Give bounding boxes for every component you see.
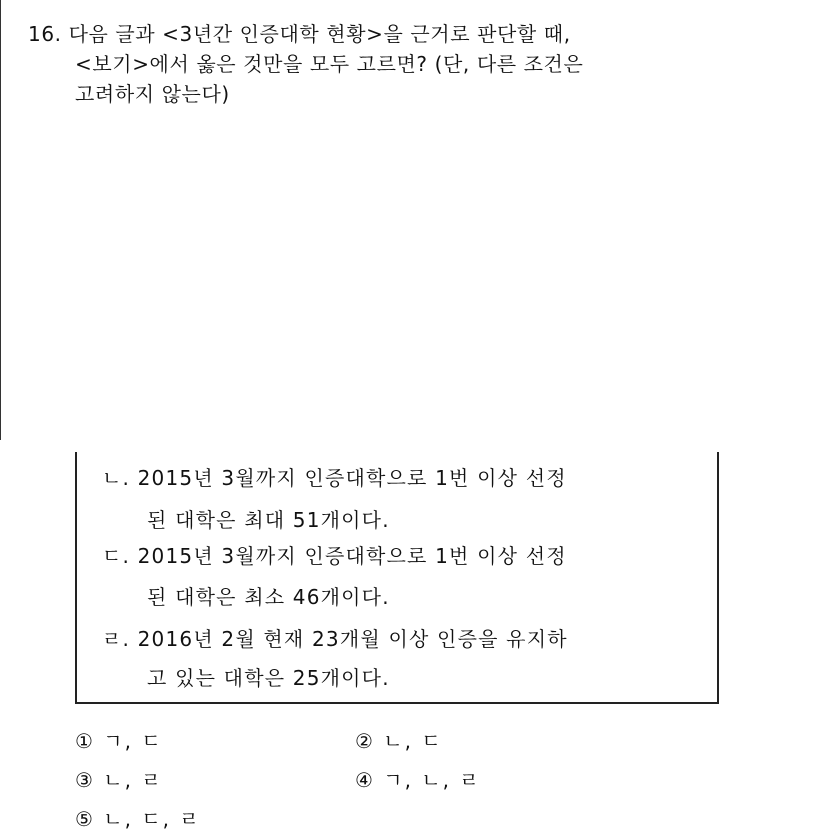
bogi-item-c-line-1: ㄷ. 2015년 3월까지 인증대학으로 1번 이상 선정	[102, 544, 567, 568]
choice-1[interactable]: ① ㄱ, ㄷ	[75, 729, 163, 753]
choice-3[interactable]: ③ ㄴ, ㄹ	[75, 768, 163, 792]
bogi-item-d-line-1: ㄹ. 2016년 2월 현재 23개월 이상 인증을 유지하	[102, 627, 568, 651]
question-stem-line-2: <보기>에서 옳은 것만을 모두 고르면? (단, 다른 조건은	[75, 52, 584, 76]
column-divider	[0, 0, 1, 440]
bogi-box	[75, 452, 719, 704]
bogi-item-b-line-1: ㄴ. 2015년 3월까지 인증대학으로 1번 이상 선정	[102, 466, 567, 490]
bogi-item-d-line-2: 고 있는 대학은 25개이다.	[147, 666, 390, 690]
choice-4[interactable]: ④ ㄱ, ㄴ, ㄹ	[355, 768, 481, 792]
bogi-item-b-line-2: 된 대학은 최대 51개이다.	[147, 508, 390, 532]
question-stem-line-1: 16. 다음 글과 <3년간 인증대학 현황>을 근거로 판단할 때,	[28, 22, 571, 46]
choice-5[interactable]: ⑤ ㄴ, ㄷ, ㄹ	[75, 807, 201, 831]
bogi-item-c-line-2: 된 대학은 최소 46개이다.	[147, 585, 390, 609]
choice-2[interactable]: ② ㄴ, ㄷ	[355, 729, 443, 753]
question-stem-line-3: 고려하지 않는다)	[75, 82, 230, 106]
